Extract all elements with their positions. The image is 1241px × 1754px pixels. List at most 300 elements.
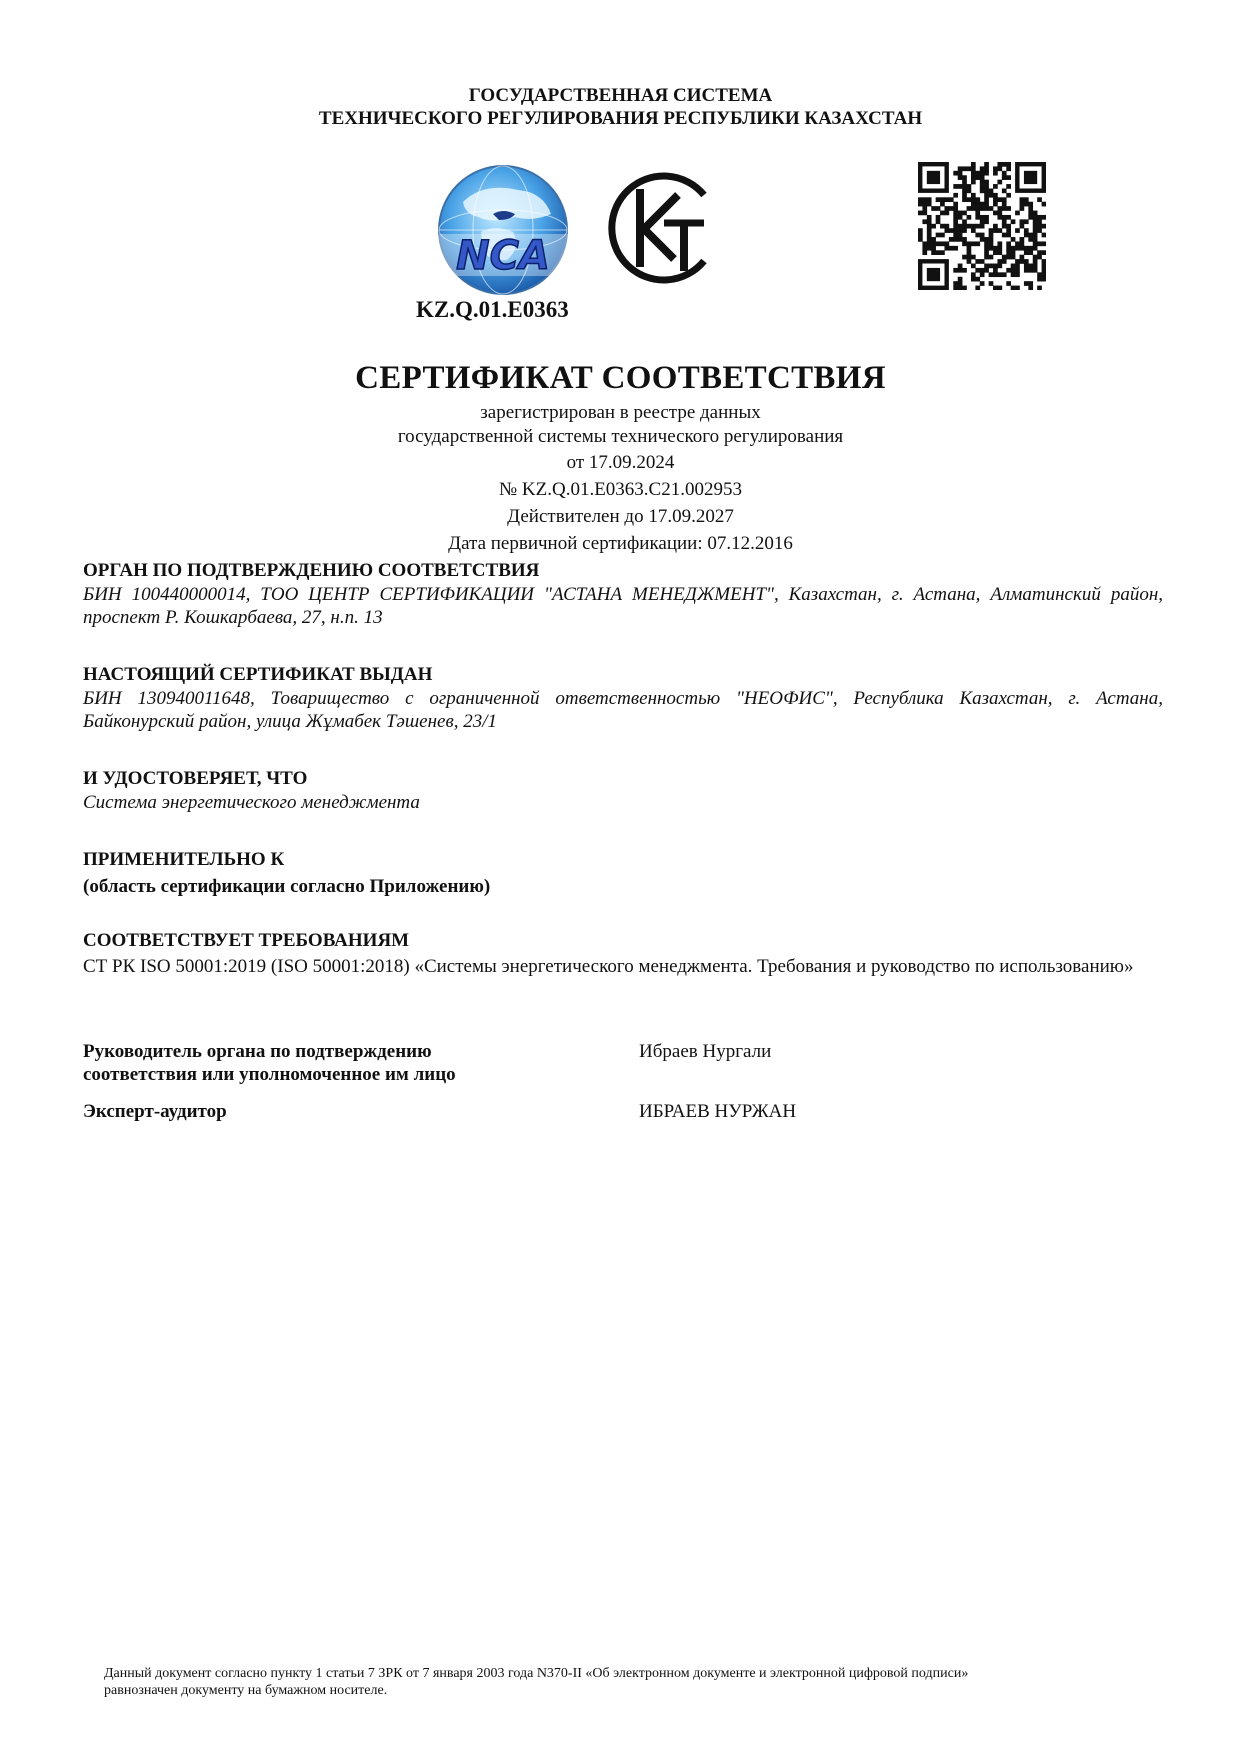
qr-module (953, 184, 958, 189)
qr-module (993, 246, 998, 251)
qr-module (984, 193, 989, 198)
qr-module (989, 193, 994, 198)
qr-module (971, 171, 976, 176)
qr-module (967, 250, 972, 255)
qr-module (975, 277, 980, 282)
qr-module (962, 188, 967, 193)
qr-module (1042, 259, 1046, 264)
auditor-label: Эксперт-аудитор (83, 1101, 227, 1122)
qr-module (975, 233, 980, 238)
qr-module (1028, 215, 1033, 220)
qr-module (944, 197, 949, 202)
qr-module (1020, 237, 1025, 242)
qr-module (1006, 224, 1011, 229)
qr-module (1037, 255, 1042, 260)
qr-module (980, 175, 985, 180)
qr-module (1033, 241, 1038, 246)
qr-module (1020, 255, 1025, 260)
qr-module (967, 206, 972, 211)
qr-module (989, 237, 994, 242)
qr-module (1002, 162, 1007, 167)
qr-module (1006, 246, 1011, 251)
qr-module (962, 241, 967, 246)
qr-module (997, 206, 1002, 211)
nca-logo-text: NCA (456, 233, 550, 279)
qr-module (997, 286, 1002, 290)
qr-module (1033, 264, 1038, 269)
qr-module (984, 202, 989, 207)
qr-module (927, 237, 932, 242)
qr-module (1002, 259, 1007, 264)
qr-module (1028, 250, 1033, 255)
qr-module (958, 281, 963, 286)
qr-module (1033, 237, 1038, 242)
qr-module (962, 166, 967, 171)
qr-module (940, 224, 945, 229)
section-issued-to (83, 663, 1163, 733)
qr-module (944, 228, 949, 233)
qr-module (1024, 171, 1037, 184)
qr-module (993, 268, 998, 273)
kt-conformity-mark (600, 167, 720, 289)
qr-module (997, 211, 1002, 216)
qr-module (953, 233, 958, 238)
qr-module (1002, 219, 1007, 224)
qr-module (967, 246, 972, 251)
qr-module (936, 206, 941, 211)
qr-module (922, 206, 927, 211)
qr-module (980, 237, 985, 242)
qr-module (984, 188, 989, 193)
qr-module (1042, 277, 1046, 282)
qr-module (997, 241, 1002, 246)
qr-module (1042, 202, 1046, 207)
qr-module (1024, 228, 1029, 233)
qr-module (944, 211, 949, 216)
qr-module (980, 166, 985, 171)
qr-module (962, 237, 967, 242)
qr-module (984, 162, 989, 167)
qr-module (984, 206, 989, 211)
section-text: (область сертификации согласно Приложению) (83, 876, 491, 897)
qr-module (936, 219, 941, 224)
qr-module (936, 233, 941, 238)
qr-module (1002, 206, 1007, 211)
qr-module (1037, 197, 1042, 202)
qr-module (958, 171, 963, 176)
section-text: Система энергетического менеджмента (83, 792, 420, 813)
qr-module (1015, 286, 1020, 290)
qr-module (944, 241, 949, 246)
qr-module (993, 166, 998, 171)
section-complies-with (83, 929, 1163, 978)
qr-module (1033, 228, 1038, 233)
qr-module (975, 197, 980, 202)
qr-module (940, 233, 945, 238)
qr-module (1024, 202, 1029, 207)
qr-module (1028, 211, 1033, 216)
qr-module (918, 233, 923, 238)
qr-module (1037, 241, 1042, 246)
qr-module (962, 184, 967, 189)
qr-module (1015, 264, 1020, 269)
qr-module (975, 268, 980, 273)
qr-module (1011, 286, 1016, 290)
qr-module (980, 188, 985, 193)
qr-module (1006, 162, 1011, 167)
qr-module (989, 241, 994, 246)
qr-module (993, 224, 998, 229)
qr-module (1011, 250, 1016, 255)
qr-module (984, 219, 989, 224)
qr-module (936, 215, 941, 220)
qr-module (958, 228, 963, 233)
qr-module (944, 224, 949, 229)
qr-module (989, 206, 994, 211)
qr-module (980, 180, 985, 185)
qr-module (1002, 175, 1007, 180)
qr-module (927, 224, 932, 229)
qr-module (1011, 264, 1016, 269)
qr-module (980, 215, 985, 220)
qr-module (1028, 286, 1033, 290)
qr-module (984, 250, 989, 255)
qr-module (927, 246, 932, 251)
qr-module (993, 197, 998, 202)
qr-module (1015, 228, 1020, 233)
qr-module (1015, 246, 1020, 251)
qr-module (989, 246, 994, 251)
qr-module (971, 277, 976, 282)
qr-module (1024, 233, 1029, 238)
qr-module (1037, 215, 1042, 220)
qr-module (980, 206, 985, 211)
qr-module (975, 211, 980, 216)
qr-module (949, 246, 954, 251)
qr-module (958, 286, 963, 290)
qr-module (1033, 211, 1038, 216)
first-certification-date: Дата первичной сертификации: 07.12.2016 (448, 533, 793, 554)
qr-module (1028, 281, 1033, 286)
qr-module (962, 197, 967, 202)
qr-module (1020, 202, 1025, 207)
qr-module (958, 211, 963, 216)
qr-module (971, 206, 976, 211)
qr-module (962, 255, 967, 260)
qr-module (1042, 272, 1046, 277)
qr-module (958, 277, 963, 282)
qr-module (1028, 246, 1033, 251)
qr-module (984, 166, 989, 171)
qr-module (944, 246, 949, 251)
qr-module (967, 241, 972, 246)
qr-module (967, 215, 972, 220)
footer-line-1: Данный документ согласно пункту 1 статьи 7 ЗРК от 7 января 2003 года N370-II «Об электронном документе и электронной цифровой подписи» (104, 1666, 969, 1681)
qr-module (1006, 184, 1011, 189)
qr-module (1002, 202, 1007, 207)
qr-module (993, 264, 998, 269)
head-signatory-name: Ибраев Нургали (639, 1041, 772, 1062)
qr-module (1033, 224, 1038, 229)
qr-module (997, 215, 1002, 220)
qr-module (984, 255, 989, 260)
qr-module (971, 162, 976, 167)
qr-module (1002, 188, 1007, 193)
qr-module (967, 224, 972, 229)
qr-module (962, 286, 967, 290)
qr-module (949, 197, 954, 202)
qr-module (989, 228, 994, 233)
qr-module (958, 215, 963, 220)
qr-module (1015, 211, 1020, 216)
qr-module (927, 233, 932, 238)
qr-module (1020, 224, 1025, 229)
qr-module (931, 237, 936, 242)
qr-module (980, 224, 985, 229)
qr-module (971, 193, 976, 198)
qr-module (953, 193, 958, 198)
qr-module (940, 241, 945, 246)
qr-module (989, 272, 994, 277)
qr-module (1006, 193, 1011, 198)
qr-module (1024, 268, 1029, 273)
qr-module (984, 237, 989, 242)
qr-module (993, 211, 998, 216)
qr-module (918, 211, 923, 216)
qr-module (971, 180, 976, 185)
qr-module (936, 197, 941, 202)
qr-module (989, 233, 994, 238)
qr-module (989, 188, 994, 193)
qr-module (967, 184, 972, 189)
qr-module (967, 197, 972, 202)
qr-module (1042, 264, 1046, 269)
qr-module (931, 246, 936, 251)
qr-module (997, 166, 1002, 171)
qr-module (1037, 228, 1042, 233)
qr-module (962, 219, 967, 224)
registered-line-2: государственной системы технического регулирования (397, 426, 844, 447)
section-text: БИН 100440000014, ТОО ЦЕНТР СЕРТИФИКАЦИИ "АСТАНА МЕНЕДЖМЕНТ", Казахстан, г. Астана, Алматинский район, проспект Р. Кошкарбаева, 27, н.п. 13 (83, 584, 1163, 628)
qr-module (958, 233, 963, 238)
qr-module (953, 246, 958, 251)
qr-module (953, 237, 958, 242)
qr-module (1033, 268, 1038, 273)
qr-module (953, 286, 958, 290)
section-text: СТ РК ISO 50001:2019 (ISO 50001:2018) «Системы энергетического менеджмента. Требования и руководство по использованию» (83, 956, 1134, 977)
qr-module (953, 228, 958, 233)
qr-module (1020, 206, 1025, 211)
certificate-title: СЕРТИФИКАТ СООТВЕТСТВИЯ (355, 360, 886, 396)
qr-module (1024, 219, 1029, 224)
qr-module (958, 264, 963, 269)
qr-module (1006, 166, 1011, 171)
qr-module (984, 246, 989, 251)
qr-module (1002, 215, 1007, 220)
qr-module (971, 175, 976, 180)
qr-module (953, 268, 958, 273)
qr-module (1011, 255, 1016, 260)
qr-module (967, 259, 972, 264)
qr-module (949, 206, 954, 211)
qr-module (1015, 268, 1020, 273)
qr-module (971, 228, 976, 233)
qr-module (1002, 255, 1007, 260)
qr-code[interactable] (918, 162, 1046, 290)
qr-module (980, 219, 985, 224)
qr-module (922, 250, 927, 255)
qr-module (1037, 250, 1042, 255)
qr-module (1024, 281, 1029, 286)
qr-module (984, 241, 989, 246)
qr-module (1024, 246, 1029, 251)
section-certifies (83, 767, 1163, 814)
qr-module (944, 206, 949, 211)
qr-module (1006, 281, 1011, 286)
qr-module (997, 228, 1002, 233)
qr-module (980, 272, 985, 277)
qr-module (1011, 246, 1016, 251)
qr-module (940, 202, 945, 207)
qr-module (962, 175, 967, 180)
qr-module (984, 215, 989, 220)
qr-module (1042, 215, 1046, 220)
qr-module (958, 184, 963, 189)
qr-module (1006, 268, 1011, 273)
head-signatory-label (83, 1040, 553, 1086)
qr-module (1011, 237, 1016, 242)
qr-module (1037, 224, 1042, 229)
qr-module (958, 268, 963, 273)
header-line-2: ТЕХНИЧЕСКОГО РЕГУЛИРОВАНИЯ РЕСПУБЛИКИ КАЗАХСТАН (318, 108, 923, 129)
qr-module (984, 184, 989, 189)
qr-module (1033, 259, 1038, 264)
qr-module (975, 175, 980, 180)
qr-module (993, 286, 998, 290)
qr-module (975, 215, 980, 220)
qr-module (962, 211, 967, 216)
qr-module (997, 180, 1002, 185)
qr-module (940, 197, 945, 202)
qr-module (971, 255, 976, 260)
qr-module (958, 166, 963, 171)
section-title: ОРГАН ПО ПОДТВЕРЖДЕНИЮ СООТВЕТСТВИЯ (83, 560, 540, 581)
qr-module (989, 255, 994, 260)
qr-module (971, 272, 976, 277)
registry-code: KZ.Q.01.E0363 (416, 297, 569, 322)
qr-module (1006, 215, 1011, 220)
qr-module (922, 211, 927, 216)
qr-module (1002, 224, 1007, 229)
qr-module (1037, 219, 1042, 224)
qr-module (1033, 215, 1038, 220)
section-title: СООТВЕТСТВУЕТ ТРЕБОВАНИЯМ (83, 930, 410, 951)
qr-module (1020, 259, 1025, 264)
qr-module (984, 180, 989, 185)
registered-line-1: зарегистрирован в реестре данных (480, 402, 761, 423)
section-text: БИН 130940011648, Товарищество с ограниченной ответственностью "НЕОФИС", Республика Казахстан, г. Астана, Байконурский район, улица Жұмабек Тәшенев, 23/1 (83, 688, 1163, 732)
qr-module (962, 224, 967, 229)
qr-module (1033, 255, 1038, 260)
qr-module (1011, 268, 1016, 273)
qr-module (971, 166, 976, 171)
qr-module (1002, 197, 1007, 202)
qr-module (997, 259, 1002, 264)
qr-module (980, 184, 985, 189)
qr-module (931, 206, 936, 211)
qr-module (967, 188, 972, 193)
certificate-valid-until: Действителен до 17.09.2027 (507, 506, 734, 527)
qr-module (931, 224, 936, 229)
qr-module (958, 175, 963, 180)
qr-module (953, 219, 958, 224)
qr-module (1015, 259, 1020, 264)
qr-module (971, 224, 976, 229)
qr-module (958, 237, 963, 242)
qr-module (1028, 233, 1033, 238)
qr-module (1006, 175, 1011, 180)
qr-module (1002, 272, 1007, 277)
qr-module (971, 241, 976, 246)
qr-module (971, 202, 976, 207)
qr-module (1020, 241, 1025, 246)
qr-module (918, 202, 923, 207)
qr-module (1020, 197, 1025, 202)
qr-module (1037, 277, 1042, 282)
qr-module (962, 228, 967, 233)
qr-module (980, 171, 985, 176)
qr-module (997, 250, 1002, 255)
qr-module (931, 241, 936, 246)
qr-module (927, 202, 932, 207)
qr-module (940, 211, 945, 216)
qr-module (980, 233, 985, 238)
qr-module (953, 281, 958, 286)
qr-module (984, 171, 989, 176)
header-line-1: ГОСУДАРСТВЕННАЯ СИСТЕМА (468, 85, 773, 106)
qr-module (953, 211, 958, 216)
section-certification-body (83, 559, 1163, 629)
qr-module (975, 259, 980, 264)
qr-module (953, 224, 958, 229)
qr-module (1028, 206, 1033, 211)
qr-module (1037, 286, 1042, 290)
section-title: ПРИМЕНИТЕЛЬНО К (83, 849, 285, 870)
qr-module (922, 202, 927, 207)
qr-module (1033, 246, 1038, 251)
qr-module (1028, 268, 1033, 273)
footer-note (104, 1665, 1154, 1699)
qr-module (927, 241, 932, 246)
qr-module (953, 171, 958, 176)
qr-module (1042, 233, 1046, 238)
qr-module (997, 246, 1002, 251)
qr-module (975, 286, 980, 290)
qr-module (918, 228, 923, 233)
qr-module (984, 264, 989, 269)
qr-module (1042, 268, 1046, 273)
head-label-line-2: соответствия или уполномоченное им лицо (83, 1064, 456, 1085)
qr-module (1011, 272, 1016, 277)
qr-module (993, 228, 998, 233)
qr-module (1028, 264, 1033, 269)
qr-module (1042, 224, 1046, 229)
head-label-line-1: Руководитель органа по подтверждению (83, 1041, 432, 1062)
qr-module (927, 219, 932, 224)
qr-module (997, 272, 1002, 277)
qr-module (922, 246, 927, 251)
qr-module (1015, 272, 1020, 277)
